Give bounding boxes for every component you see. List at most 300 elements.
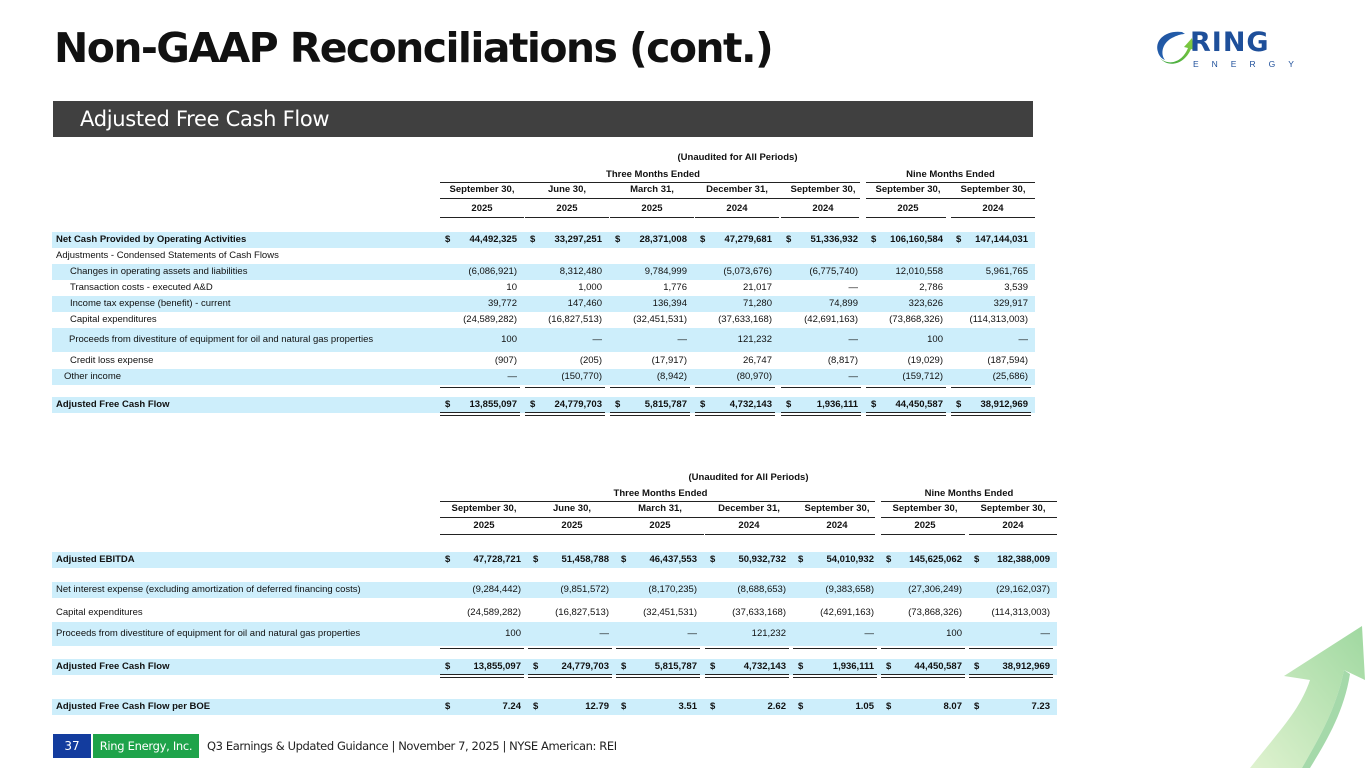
value-cell	[616, 699, 700, 715]
value-cell	[781, 328, 861, 352]
cell-value: 5,961,765	[985, 266, 1028, 277]
cell-value: 100	[501, 334, 517, 345]
month-rule	[881, 517, 1057, 518]
value-cell	[793, 659, 877, 675]
value-cell	[440, 232, 520, 248]
value-cell	[781, 280, 861, 296]
dollar-sign: $	[621, 554, 627, 565]
cell-value: 7.23	[1031, 701, 1050, 712]
cell-value: (907)	[494, 355, 517, 366]
logo-subtitle: ENERGY	[1193, 59, 1307, 69]
dollar-sign: $	[710, 701, 716, 712]
value-cell	[616, 605, 700, 621]
value-cell	[440, 264, 520, 280]
column-year: 2024	[738, 520, 760, 531]
nine-months-header: Nine Months Ended	[906, 169, 995, 180]
total-double-rule	[695, 412, 775, 416]
dollar-sign: $	[615, 234, 621, 245]
column-year: 2024	[726, 203, 748, 214]
value-cell	[695, 397, 775, 413]
column-year: 2025	[649, 520, 671, 531]
total-double-rule	[525, 412, 605, 416]
column-year: 2025	[471, 203, 493, 214]
value-cell	[881, 699, 965, 715]
value-cell	[440, 328, 520, 352]
value-cell	[695, 296, 775, 312]
cell-value: 1,776	[663, 282, 687, 293]
row-label: Adjustments - Condensed Statements of Cash Flows	[56, 250, 279, 261]
cell-value: —	[848, 371, 858, 382]
cell-value: 26,747	[742, 355, 772, 366]
value-cell	[793, 699, 877, 715]
dollar-sign: $	[798, 661, 804, 672]
dollar-sign: $	[956, 234, 962, 245]
value-cell	[793, 622, 877, 646]
total-double-rule	[881, 674, 965, 678]
cell-value: 100	[505, 628, 521, 639]
cell-value: 38,912,969	[1002, 661, 1050, 672]
row-label: Adjusted EBITDA	[56, 554, 135, 565]
value-cell	[525, 296, 605, 312]
subtotal-rule	[781, 387, 861, 388]
cell-value: 3,539	[1004, 282, 1028, 293]
cell-value: 38,912,969	[980, 399, 1028, 410]
value-cell	[525, 232, 605, 248]
cell-value: (6,086,921)	[468, 266, 517, 277]
subtotal-rule	[866, 387, 946, 388]
row-label: Income tax expense (benefit) - current	[70, 298, 231, 309]
cell-value: (73,868,326)	[908, 607, 962, 618]
dollar-sign: $	[700, 399, 706, 410]
cell-value: 8.07	[943, 701, 962, 712]
value-cell	[695, 369, 775, 385]
value-cell	[695, 328, 775, 352]
cell-value: 147,144,031	[975, 234, 1028, 245]
column-year: 2025	[897, 203, 919, 214]
value-cell	[440, 582, 524, 598]
dollar-sign: $	[974, 701, 980, 712]
cell-value: 8,312,480	[559, 266, 602, 277]
group-rule-three	[440, 501, 875, 502]
cell-value: —	[1040, 628, 1050, 639]
value-cell	[528, 622, 612, 646]
year-rule	[866, 217, 946, 218]
value-cell	[951, 280, 1031, 296]
dollar-sign: $	[886, 701, 892, 712]
value-cell	[866, 353, 946, 369]
nine-months-header: Nine Months Ended	[924, 488, 1014, 499]
value-cell	[440, 397, 520, 413]
value-cell	[951, 264, 1031, 280]
column-year: 2025	[473, 520, 495, 531]
year-rule	[440, 534, 528, 535]
cell-value: 2.62	[767, 701, 786, 712]
year-rule	[705, 534, 793, 535]
value-cell	[951, 296, 1031, 312]
row-label: Other income	[64, 371, 122, 382]
cell-value: 44,450,587	[914, 661, 962, 672]
year-rule	[616, 534, 704, 535]
cell-value: (37,633,168)	[732, 607, 786, 618]
cell-value: (9,851,572)	[560, 584, 609, 595]
cell-value: (42,691,163)	[820, 607, 874, 618]
table-row	[52, 582, 1057, 598]
column-month: September 30,	[451, 503, 517, 514]
cell-value: —	[864, 628, 874, 639]
cell-value: 71,280	[742, 298, 772, 309]
dollar-sign: $	[445, 661, 451, 672]
year-rule	[951, 217, 1035, 218]
cell-value: 1.05	[855, 701, 874, 712]
value-cell	[793, 582, 877, 598]
cell-value: 7.24	[502, 701, 521, 712]
dollar-sign: $	[710, 554, 716, 565]
value-cell	[866, 397, 946, 413]
value-cell	[525, 369, 605, 385]
cell-value: 9,784,999	[644, 266, 687, 277]
cell-value: (24,589,282)	[463, 314, 517, 325]
cell-value: (150,770)	[561, 371, 602, 382]
table-row	[52, 353, 1035, 369]
value-cell	[705, 622, 789, 646]
value-cell	[440, 312, 520, 328]
cell-value: 44,450,587	[895, 399, 943, 410]
dollar-sign: $	[974, 661, 980, 672]
cell-value: 2,786	[919, 282, 943, 293]
cell-value: —	[592, 334, 602, 345]
value-cell	[610, 296, 690, 312]
column-month: December 31,	[718, 503, 780, 514]
cell-value: —	[848, 282, 858, 293]
column-year: 2024	[826, 520, 848, 531]
dollar-sign: $	[798, 554, 804, 565]
value-cell	[440, 353, 520, 369]
cell-value: 182,388,009	[997, 554, 1050, 565]
decorative-arrow-icon	[1240, 620, 1365, 768]
subtotal-rule	[951, 387, 1031, 388]
row-label: Proceeds from divestiture of equipment for oil and natural gas properties	[56, 628, 361, 639]
value-cell	[881, 552, 965, 568]
cell-value: (9,284,442)	[472, 584, 521, 595]
cell-value: (19,029)	[907, 355, 943, 366]
cell-value: (29,162,037)	[996, 584, 1050, 595]
row-label: Transaction costs - executed A&D	[70, 282, 213, 293]
cell-value: 74,899	[828, 298, 858, 309]
dollar-sign: $	[530, 399, 536, 410]
value-cell	[781, 353, 861, 369]
value-cell	[781, 369, 861, 385]
dollar-sign: $	[530, 234, 536, 245]
dollar-sign: $	[533, 661, 539, 672]
row-label: Net interest expense (excluding amortization of deferred financing costs)	[56, 584, 361, 595]
value-cell	[866, 328, 946, 352]
footer-company: Ring Energy, Inc.	[93, 734, 199, 758]
table-row	[52, 264, 1035, 280]
footer-text: Q3 Earnings & Updated Guidance | November 7, 2025 | NYSE American: REI	[207, 739, 617, 753]
cell-value: (159,712)	[902, 371, 943, 382]
subtotal-rule	[528, 648, 612, 649]
year-rule	[881, 534, 965, 535]
cell-value: (32,451,531)	[633, 314, 687, 325]
column-month: September 30,	[790, 184, 856, 195]
subtotal-rule	[440, 387, 520, 388]
column-year: 2025	[641, 203, 663, 214]
month-rule	[440, 198, 860, 199]
dollar-sign: $	[700, 234, 706, 245]
table-row	[52, 552, 1057, 568]
cell-value: (205)	[579, 355, 602, 366]
dollar-sign: $	[786, 399, 792, 410]
value-cell	[528, 605, 612, 621]
cell-value: (114,313,003)	[991, 607, 1050, 618]
value-cell	[528, 552, 612, 568]
value-cell	[866, 232, 946, 248]
value-cell	[528, 582, 612, 598]
dollar-sign: $	[615, 399, 621, 410]
column-month: September 30,	[892, 503, 958, 514]
row-label: Adjusted Free Cash Flow	[56, 661, 170, 672]
row-label: Net Cash Provided by Operating Activities	[56, 234, 247, 245]
cell-value: 4,732,143	[743, 661, 786, 672]
value-cell	[440, 605, 524, 621]
dollar-sign: $	[445, 234, 451, 245]
cell-value: (32,451,531)	[643, 607, 697, 618]
logo-wordmark: RING	[1190, 27, 1270, 58]
dollar-sign: $	[798, 701, 804, 712]
cell-value: 33,297,251	[554, 234, 602, 245]
column-month: September 30,	[449, 184, 515, 195]
cell-value: 47,728,721	[473, 554, 521, 565]
value-cell	[951, 312, 1031, 328]
cell-value: 106,160,584	[890, 234, 943, 245]
cell-value: 12,010,558	[895, 266, 943, 277]
row-label: Changes in operating assets and liabilities	[70, 266, 248, 277]
value-cell	[951, 397, 1031, 413]
row-label: Capital expenditures	[70, 314, 157, 325]
value-cell	[705, 659, 789, 675]
year-rule	[793, 534, 875, 535]
column-month: December 31,	[706, 184, 768, 195]
table-row	[52, 312, 1035, 328]
cell-value: (42,691,163)	[804, 314, 858, 325]
value-cell	[781, 312, 861, 328]
table-row	[52, 369, 1035, 385]
cell-value: 24,779,703	[554, 399, 602, 410]
cell-value: 145,625,062	[909, 554, 962, 565]
column-month: June 30,	[552, 503, 592, 514]
value-cell	[866, 264, 946, 280]
total-double-rule	[793, 674, 877, 678]
cell-value: —	[848, 334, 858, 345]
page-number: 37	[53, 734, 91, 758]
table-row	[52, 280, 1035, 296]
cell-value: 5,815,787	[644, 399, 687, 410]
value-cell	[610, 369, 690, 385]
value-cell	[793, 552, 877, 568]
value-cell	[610, 328, 690, 352]
value-cell	[866, 369, 946, 385]
cell-value: (73,868,326)	[889, 314, 943, 325]
value-cell	[969, 659, 1053, 675]
dollar-sign: $	[956, 399, 962, 410]
cell-value: 44,492,325	[469, 234, 517, 245]
value-cell	[440, 296, 520, 312]
value-cell	[695, 264, 775, 280]
value-cell	[969, 552, 1053, 568]
year-rule	[528, 534, 616, 535]
total-double-rule	[440, 674, 524, 678]
group-rule-nine	[866, 182, 1035, 183]
cell-value: 50,932,732	[738, 554, 786, 565]
cell-value: (27,306,249)	[908, 584, 962, 595]
row-label: Adjusted Free Cash Flow	[56, 399, 170, 410]
dollar-sign: $	[871, 234, 877, 245]
cell-value: 3.51	[678, 701, 697, 712]
value-cell	[695, 232, 775, 248]
year-rule	[440, 217, 524, 218]
value-cell	[866, 280, 946, 296]
dollar-sign: $	[445, 554, 451, 565]
column-year: 2024	[812, 203, 834, 214]
cell-value: (8,942)	[656, 371, 687, 382]
table-row	[52, 328, 1035, 352]
cell-value: 39,772	[487, 298, 517, 309]
value-cell	[881, 605, 965, 621]
value-cell	[705, 552, 789, 568]
value-cell	[695, 353, 775, 369]
table-row	[52, 605, 1057, 621]
cell-value: (9,383,658)	[825, 584, 874, 595]
value-cell	[610, 232, 690, 248]
value-cell	[525, 397, 605, 413]
cell-value: (17,917)	[651, 355, 687, 366]
value-cell	[969, 605, 1053, 621]
cell-value: 1,000	[578, 282, 602, 293]
cell-value: 13,855,097	[469, 399, 517, 410]
section-header: Adjusted Free Cash Flow	[53, 101, 1033, 137]
cell-value: —	[507, 371, 517, 382]
table-row	[52, 248, 1035, 264]
cell-value: 100	[946, 628, 962, 639]
value-cell	[525, 264, 605, 280]
column-month: June 30,	[547, 184, 587, 195]
cell-value: 21,017	[742, 282, 772, 293]
total-double-rule	[705, 674, 789, 678]
cell-value: 47,279,681	[724, 234, 772, 245]
value-cell	[528, 699, 612, 715]
cell-value: 51,458,788	[561, 554, 609, 565]
year-rule	[610, 217, 694, 218]
value-cell	[881, 659, 965, 675]
value-cell	[695, 312, 775, 328]
cell-value: 121,232	[751, 628, 786, 639]
dollar-sign: $	[621, 661, 627, 672]
value-cell	[695, 280, 775, 296]
total-double-rule	[781, 412, 861, 416]
column-month: March 31,	[638, 503, 682, 514]
value-cell	[616, 552, 700, 568]
column-year: 2024	[1002, 520, 1024, 531]
value-cell	[969, 699, 1053, 715]
value-cell	[781, 397, 861, 413]
value-cell	[951, 353, 1031, 369]
table-row	[52, 397, 1035, 413]
value-cell	[616, 659, 700, 675]
cell-value: 329,917	[993, 298, 1028, 309]
row-label: Adjusted Free Cash Flow per BOE	[56, 701, 211, 712]
subtotal-rule	[705, 648, 789, 649]
value-cell	[440, 280, 520, 296]
value-cell	[610, 353, 690, 369]
cell-value: (187,594)	[987, 355, 1028, 366]
value-cell	[440, 699, 524, 715]
cell-value: (8,817)	[827, 355, 858, 366]
three-months-header: Three Months Ended	[613, 488, 708, 499]
value-cell	[781, 264, 861, 280]
value-cell	[705, 582, 789, 598]
value-cell	[616, 622, 700, 646]
cell-value: 4,732,143	[729, 399, 772, 410]
cell-value: —	[687, 628, 697, 639]
column-year: 2025	[914, 520, 936, 531]
group-rule-nine	[881, 501, 1057, 502]
table-row	[52, 232, 1035, 248]
month-rule	[866, 198, 1035, 199]
total-double-rule	[610, 412, 690, 416]
year-rule	[969, 534, 1057, 535]
cell-value: 100	[927, 334, 943, 345]
subtotal-rule	[793, 648, 877, 649]
cell-value: 1,936,111	[832, 661, 874, 672]
column-month: September 30,	[960, 184, 1026, 195]
cell-value: (24,589,282)	[467, 607, 521, 618]
dollar-sign: $	[710, 661, 716, 672]
cell-value: 13,855,097	[473, 661, 521, 672]
three-months-header: Three Months Ended	[606, 169, 700, 180]
value-cell	[951, 328, 1031, 352]
column-year: 2025	[561, 520, 583, 531]
cell-value: —	[1018, 334, 1028, 345]
value-cell	[525, 328, 605, 352]
value-cell	[610, 312, 690, 328]
cell-value: (16,827,513)	[555, 607, 609, 618]
subtotal-rule	[525, 387, 605, 388]
dollar-sign: $	[445, 399, 451, 410]
year-rule	[781, 217, 859, 218]
value-cell	[881, 582, 965, 598]
cell-value: (37,633,168)	[718, 314, 772, 325]
value-cell	[525, 312, 605, 328]
dollar-sign: $	[974, 554, 980, 565]
value-cell	[866, 312, 946, 328]
cell-value: 1,936,111	[816, 399, 858, 410]
dollar-sign: $	[786, 234, 792, 245]
value-cell	[440, 369, 520, 385]
column-month: September 30,	[875, 184, 941, 195]
value-cell	[525, 280, 605, 296]
value-cell	[781, 296, 861, 312]
total-double-rule	[440, 412, 520, 416]
table-row	[52, 659, 1057, 675]
value-cell	[969, 582, 1053, 598]
column-month: September 30,	[980, 503, 1046, 514]
column-month: September 30,	[804, 503, 870, 514]
cell-value: 136,394	[652, 298, 687, 309]
cell-value: —	[677, 334, 687, 345]
cell-value: (114,313,003)	[969, 314, 1028, 325]
value-cell	[525, 353, 605, 369]
value-cell	[881, 622, 965, 646]
